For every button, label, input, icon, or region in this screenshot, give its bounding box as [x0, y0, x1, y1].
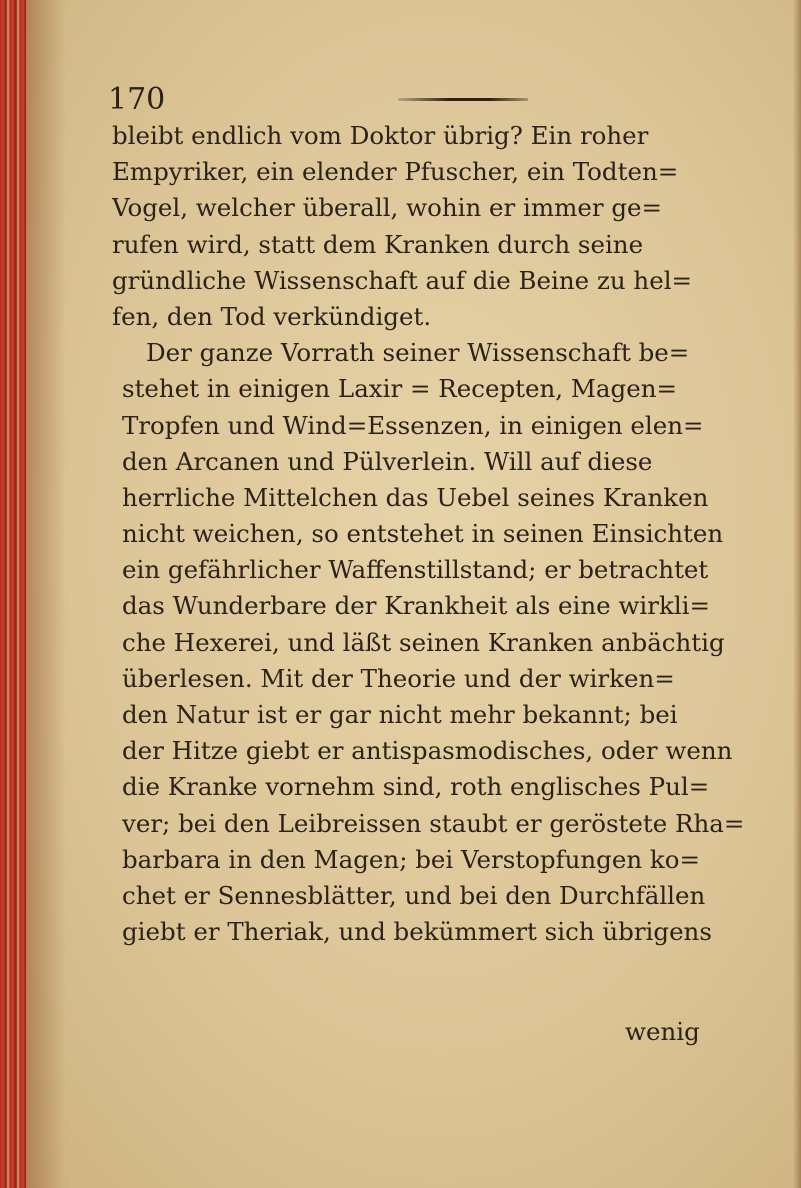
- text-line: den Natur ist er gar nicht mehr bekannt; bei: [122, 700, 678, 729]
- text-line: gründliche Wissenschaft auf die Beine zu hel=: [112, 265, 693, 295]
- text-line: rufen wird, statt dem Kranken durch seine: [112, 229, 644, 259]
- catchword: wenig: [625, 1017, 700, 1046]
- text-line: herrliche Mittelchen das Uebel seines Kranken: [122, 482, 709, 512]
- text-line: das Wunderbare der Krankheit als eine wirkli=: [122, 591, 711, 621]
- page-number: 170: [108, 82, 166, 117]
- text-line: Empyriker, ein elender Pfuscher, ein Todten=: [112, 157, 679, 187]
- book-binding: [0, 0, 26, 1188]
- text-line: nicht weichen, so entstehet in seinen Einsichten: [122, 519, 724, 549]
- gutter-shadow: [26, 0, 66, 1188]
- text-line: ein gefährlicher Waffenstillstand; er betrachtet: [122, 555, 709, 585]
- page-edge: [793, 0, 801, 1188]
- text-line: che Hexerei, und läßt seinen Kranken anbächtig: [122, 627, 725, 657]
- text-line: fen, den Tod verkündiget.: [112, 301, 432, 331]
- text-line: die Kranke vornehm sind, roth englisches Pul=: [122, 772, 710, 802]
- text-line: den Arcanen und Pülverlein. Will auf diese: [122, 446, 653, 476]
- header-rule: [398, 98, 528, 101]
- text-line: barbara in den Magen; bei Verstopfungen ko=: [122, 844, 701, 874]
- text-line: Vogel, welcher überall, wohin er immer ge=: [112, 193, 663, 223]
- text-line: Tropfen und Wind=Essenzen, in einigen elen=: [122, 410, 704, 440]
- text-line: giebt er Theriak, und bekümmert sich übrigens: [122, 917, 712, 947]
- text-line: ver; bei den Leibreissen staubt er geröstete Rha=: [122, 808, 745, 838]
- text-line: stehet in einigen Laxir = Recepten, Magen=: [122, 374, 678, 404]
- text-line: der Hitze giebt er antispasmodisches, oder wenn: [122, 736, 733, 766]
- body-text: [112, 118, 772, 950]
- paragraph-start-line: Der ganze Vorrath seiner Wissenschaft be=: [146, 338, 690, 368]
- text-line: überlesen. Mit der Theorie und der wirken=: [122, 663, 675, 693]
- text-line: chet er Sennesblätter, und bei den Durchfällen: [122, 880, 706, 910]
- text-line: bleibt endlich vom Doktor übrig? Ein roher: [112, 121, 649, 150]
